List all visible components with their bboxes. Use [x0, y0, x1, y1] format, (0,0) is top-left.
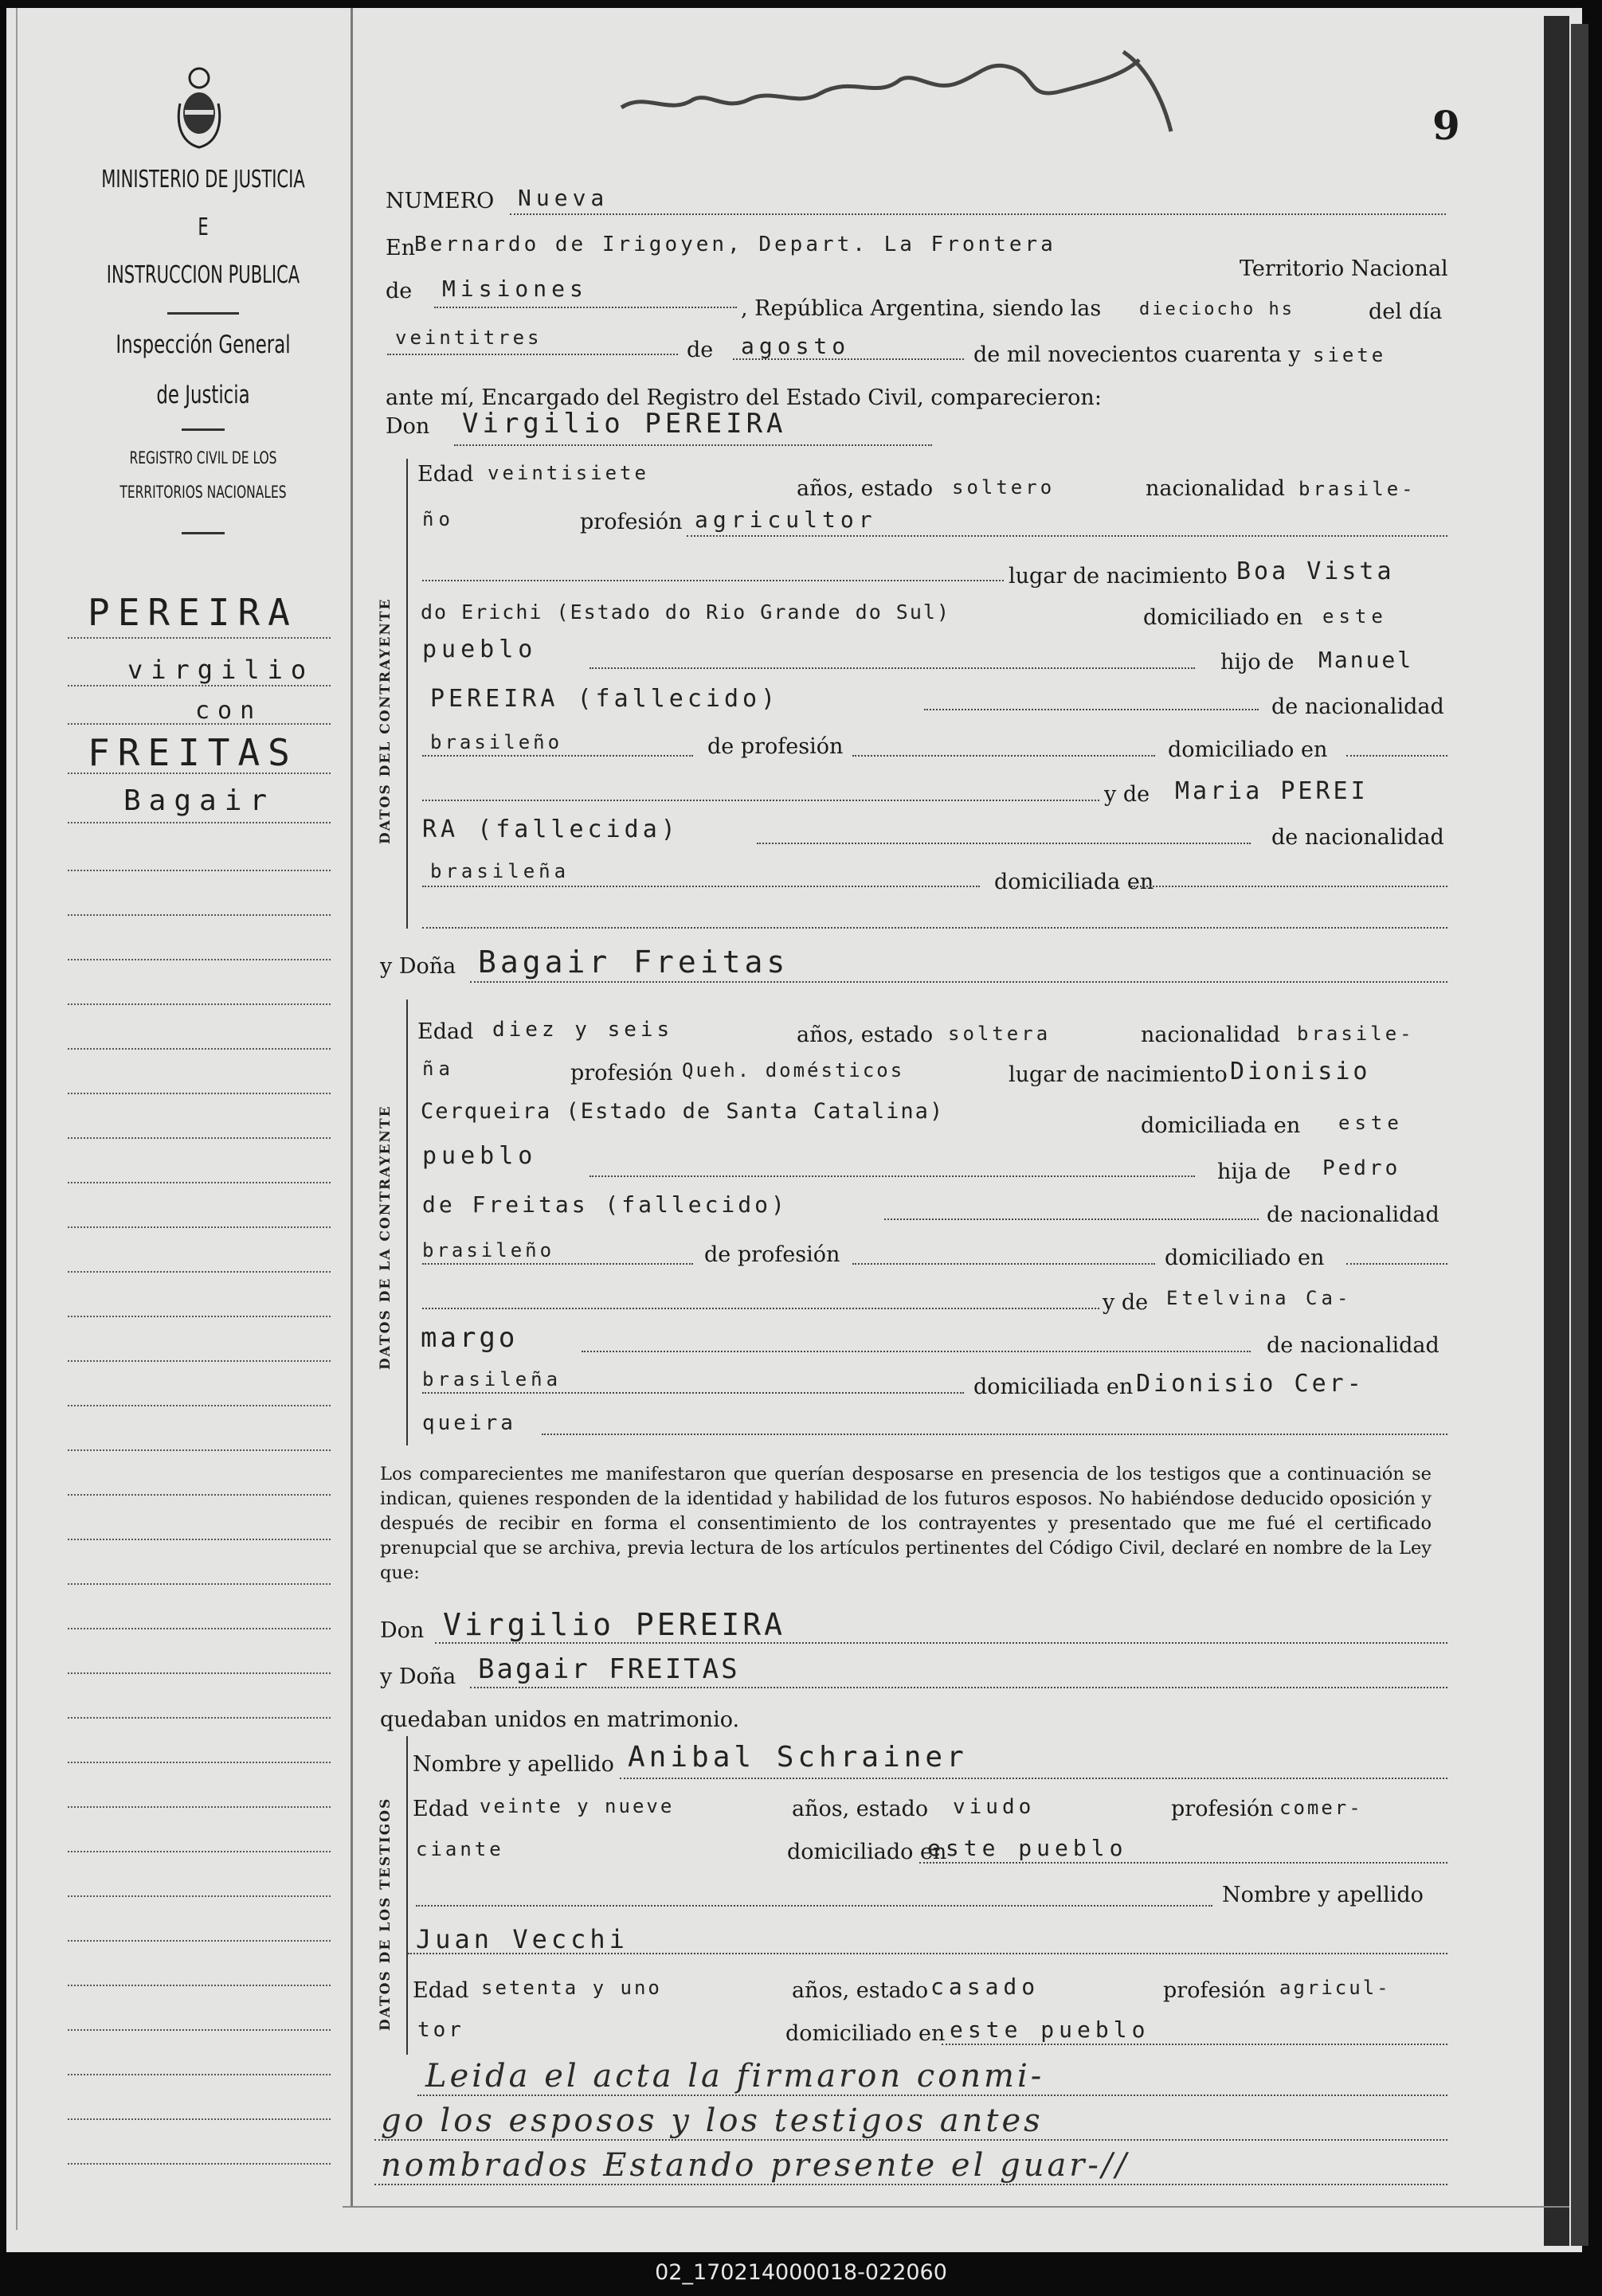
coat-of-arms-icon: [175, 64, 223, 151]
book-edge: [1571, 24, 1588, 2246]
groom-section-label: DATOS DEL CONTRAYENTE: [378, 597, 394, 844]
w2-anios-label: años, estado: [792, 1978, 929, 2003]
republica-label: , República Argentina, siendo las: [741, 296, 1102, 321]
ante-label: ante mí, Encargado del Registro del Estado Civil, comparecieron:: [386, 385, 1102, 410]
dotted-line: [422, 755, 693, 757]
groom-father-nationality: brasileño: [430, 731, 563, 753]
year-value: siete: [1313, 344, 1387, 366]
dotted-line: [422, 1392, 964, 1394]
bride-hija-label: hija de: [1217, 1160, 1291, 1184]
witness2-estado: casado: [930, 1973, 1040, 2000]
groom-mother-nac-label: de nacionalidad: [1271, 825, 1444, 850]
bride-birthplace-2: Cerqueira (Estado de Santa Catalina): [421, 1099, 945, 1124]
dotted-line: [589, 1175, 1195, 1177]
margin-rule: [68, 2163, 331, 2165]
bride-yde-label: y de: [1103, 1290, 1149, 1315]
dotted-line: [374, 2139, 1447, 2141]
rule: [182, 428, 225, 431]
groom-domicile-2: pueblo: [422, 636, 538, 663]
bride-nac-label: nacionalidad: [1141, 1023, 1280, 1047]
groom-name-2: Virgilio PEREIRA: [443, 1607, 786, 1642]
inspection-title: Inspección General: [116, 331, 291, 359]
w1-nombre-label: Nombre y apellido: [413, 1752, 614, 1777]
dotted-line: [589, 667, 1195, 669]
territory-value: Misiones: [442, 276, 588, 302]
groom-edad-label: Edad: [417, 462, 474, 487]
margin-rule: [68, 685, 331, 686]
groom-age: veintisiete: [488, 462, 649, 484]
registry-title-2: TERRITORIOS NACIONALES: [119, 483, 287, 502]
witness1-age: veinte y nueve: [480, 1795, 675, 1817]
hour-value: dieciocho hs: [1139, 299, 1295, 319]
groom-nationality-2: ño: [422, 508, 455, 530]
groom-hijo-label: hijo de: [1220, 650, 1295, 675]
don-label: Don: [386, 414, 430, 439]
dotted-line: [470, 981, 1447, 983]
bride-bracket: [406, 999, 408, 1445]
bride-nationality: brasile-: [1297, 1023, 1415, 1045]
witness1-estado: viudo: [953, 1795, 1036, 1819]
header-signature: [613, 44, 1219, 139]
margin-rule: [68, 1717, 331, 1719]
registry-title: REGISTRO CIVIL DE LOS: [129, 448, 277, 467]
dotted-line: [884, 1218, 1259, 1220]
dotted-line: [852, 755, 1155, 757]
witness-section-label: DATOS DE LOS TESTIGOS: [378, 1797, 394, 2031]
margin-rule: [68, 1539, 331, 1540]
bride-father-nac-label: de nacionalidad: [1267, 1203, 1439, 1227]
ministry-title-2: INSTRUCCION PUBLICA: [106, 261, 300, 289]
groom-father-nac-label: de nacionalidad: [1271, 694, 1444, 719]
groom-father-2: PEREIRA (fallecido): [430, 685, 780, 713]
margin-rule: [68, 773, 331, 774]
month-value: agosto: [741, 333, 851, 359]
bride-mother-nac-label: de nacionalidad: [1267, 1333, 1439, 1358]
dotted-line: [434, 307, 737, 308]
groom-mother-2: RA (fallecida): [422, 816, 680, 843]
dotted-line: [422, 1308, 1099, 1309]
witness2-age: setenta y uno: [481, 1977, 662, 1999]
bride-mother-nationality: brasileña: [422, 1368, 562, 1391]
page-left-edge: [16, 8, 18, 2230]
dotted-line: [757, 843, 1251, 844]
dotted-line: [687, 535, 1447, 537]
groom-prof-label: profesión: [580, 510, 683, 534]
unidos-label: quedaban unidos en matrimonio.: [380, 1707, 740, 1732]
book-spine: [1544, 16, 1569, 2246]
margin-name-2: Bagair: [123, 784, 276, 817]
bride-prof-label: profesión: [570, 1061, 673, 1085]
groom-yde-label: y de: [1104, 782, 1150, 807]
margin-rule: [68, 2118, 331, 2120]
margin-rule: [68, 1494, 331, 1496]
margin-rule: [68, 1851, 331, 1852]
dotted-line: [454, 444, 932, 446]
margin-rule: [68, 637, 331, 639]
margin-rule: [68, 1628, 331, 1629]
dotted-line: [422, 800, 1099, 801]
margin-rule: [68, 1316, 331, 1317]
day-value: veintitres: [395, 327, 542, 349]
dona-label: y Doña: [380, 954, 456, 979]
bride-domicile-2: pueblo: [422, 1142, 538, 1170]
bride-mother: Etelvina Ca-: [1166, 1287, 1353, 1309]
dotted-line: [582, 1351, 1251, 1352]
dotted-line: [422, 1263, 693, 1265]
margin-rule: [68, 2029, 331, 2031]
margin-rule: [68, 2074, 331, 2075]
dotted-line: [417, 2095, 1447, 2096]
bride-section-label: DATOS DE LA CONTRAYENTE: [378, 1105, 394, 1370]
margin-rule: [68, 1405, 331, 1406]
witness2-profession-2: tor: [417, 2018, 464, 2042]
dona2-label: y Doña: [380, 1664, 456, 1689]
bottom-rule: [343, 2206, 1569, 2208]
groom-mother-dom-label: domiciliada en: [994, 870, 1154, 894]
bride-father-dom-label: domiciliado en: [1165, 1246, 1325, 1270]
dotted-line: [733, 358, 964, 360]
groom-father-prof-label: de profesión: [707, 734, 844, 759]
closing-line-1: Leida el acta la firmaron conmi-: [425, 2058, 1045, 2095]
groom-name: Virgilio PEREIRA: [462, 408, 787, 440]
bride-lugar-label: lugar de nacimiento: [1009, 1062, 1228, 1087]
en-label: En: [386, 236, 416, 260]
groom-bracket: [406, 459, 408, 929]
margin-rule: [68, 1360, 331, 1362]
del-dia-label: del día: [1369, 299, 1443, 324]
w2-edad-label: Edad: [413, 1978, 469, 2003]
dotted-line: [470, 1687, 1447, 1688]
groom-dom-label: domiciliado en: [1143, 605, 1303, 630]
w2-nombre-label: Nombre y apellido: [1222, 1883, 1424, 1907]
numero-label: NUMERO: [386, 189, 495, 213]
dotted-line: [416, 1905, 1212, 1907]
witness1-profession-2: ciante: [416, 1838, 504, 1860]
territorio-label: Territorio Nacional: [1240, 256, 1448, 281]
w1-edad-label: Edad: [413, 1797, 469, 1821]
bride-domicile: este: [1338, 1112, 1404, 1134]
dotted-line: [852, 1263, 1155, 1265]
bride-age: diez y seis: [492, 1018, 674, 1042]
witness1-name: Anibal Schrainer: [628, 1741, 968, 1774]
margin-rule: [68, 1449, 331, 1451]
groom-father-dom-label: domiciliado en: [1168, 737, 1328, 762]
de-label: de: [386, 279, 413, 303]
witness2-name: Juan Vecchi: [416, 1924, 629, 1954]
margin-rule: [68, 914, 331, 916]
dotted-line: [924, 709, 1259, 710]
margin-rule: [68, 1003, 331, 1005]
margin-rule: [68, 1985, 331, 1986]
dotted-line: [435, 1642, 1447, 1644]
margin-rule: [68, 1583, 331, 1585]
bride-father-2: de Freitas (fallecido): [422, 1191, 788, 1218]
margin-rule: [68, 822, 331, 823]
page-number: 9: [1432, 102, 1460, 149]
locality-value: Bernardo de Irigoyen, Depart. La Frontera: [414, 233, 1056, 256]
bride-name: Bagair Freitas: [478, 945, 789, 980]
dotted-line: [510, 213, 1446, 215]
bride-father: Pedro: [1322, 1156, 1401, 1180]
margin-rule: [68, 870, 331, 871]
w2-dom-label: domiciliado en: [785, 2021, 946, 2046]
bride-mother-domicile-2: queira: [422, 1411, 516, 1435]
groom-profession: agricultor: [695, 507, 877, 533]
dotted-line: [1131, 886, 1447, 887]
margin-rule: [68, 1226, 331, 1228]
de2-label: de: [687, 338, 714, 362]
margin-rule: [68, 1762, 331, 1763]
bride-estado: soltera: [948, 1023, 1052, 1045]
bride-mother-dom-label: domiciliada en: [973, 1375, 1134, 1399]
w1-anios-label: años, estado: [792, 1797, 929, 1821]
bride-edad-label: Edad: [417, 1019, 474, 1044]
witness-bracket: [406, 1736, 408, 2055]
margin-rule: [68, 1672, 331, 1674]
margin-rule: [68, 723, 331, 725]
dotted-line: [408, 1953, 1447, 1954]
don2-label: Don: [380, 1618, 425, 1643]
groom-domicile: este: [1322, 605, 1388, 628]
dotted-line: [1346, 755, 1447, 757]
margin-rule: [68, 1137, 331, 1139]
margin-rule: [68, 1940, 331, 1942]
groom-birthplace-2: do Erichi (Estado do Rio Grande do Sul): [421, 600, 950, 624]
dotted-line: [1346, 1263, 1447, 1265]
margin-rule: [68, 1895, 331, 1897]
groom-lugar-label: lugar de nacimiento: [1009, 564, 1228, 589]
dotted-line: [374, 2184, 1447, 2185]
ministry-title: MINISTERIO DE JUSTICIA: [101, 166, 305, 194]
groom-anios-label: años, estado: [797, 476, 934, 501]
ministry-conjunction: E: [198, 213, 209, 241]
w2-prof-label: profesión: [1163, 1978, 1266, 2003]
groom-birthplace: Boa Vista: [1236, 557, 1395, 585]
groom-mother: Maria PEREI: [1175, 777, 1369, 805]
witness2-domicile: este pueblo: [950, 2016, 1150, 2043]
w1-dom-label: domiciliado en: [787, 1840, 947, 1864]
margin-con: con: [195, 697, 263, 725]
groom-estado: soltero: [952, 476, 1056, 499]
dotted-line: [919, 1862, 1447, 1864]
dotted-line: [620, 1778, 1447, 1779]
margin-name-1: virgilio: [127, 655, 315, 685]
image-id-caption: 02_170214000018-022060: [655, 2260, 947, 2285]
bride-nationality-2: ña: [422, 1058, 455, 1080]
groom-mother-nationality: brasileña: [430, 860, 570, 882]
margin-rule: [68, 1182, 331, 1183]
w1-prof-label: profesión: [1171, 1797, 1274, 1821]
dotted-line: [542, 1434, 1447, 1435]
witness1-domicile: este pueblo: [927, 1835, 1128, 1861]
margin-rule: [68, 1048, 331, 1050]
dotted-line: [422, 580, 1004, 581]
margin-rule: [68, 959, 331, 960]
witness2-profession: agricul-: [1279, 1977, 1391, 1999]
margin-surname-1: PEREIRA: [88, 591, 298, 634]
dotted-line: [422, 886, 980, 887]
margin-rule: [68, 1806, 331, 1808]
groom-nationality: brasile-: [1298, 478, 1416, 500]
bride-father-prof-label: de profesión: [704, 1242, 840, 1267]
rule: [182, 532, 225, 534]
closing-line-3: nombrados Estando presente el guar-//: [381, 2147, 1130, 2184]
declaration-paragraph: Los comparecientes me manifestaron que querían desposarse en presencia de los testigos que a continuación se indican, quienes responden de la identidad y habilidad de los futuros esposos. No habiéndose deducido oposición y después de recibir en forma el consentimiento de los contrayentes y presentado que me fué el certificado prenupcial que se archiva, previa lectura de los artículos pertinentes del Código Civil, declaré en nombre de la Ley que:: [380, 1464, 1432, 1583]
groom-nac-label: nacionalidad: [1146, 476, 1285, 501]
margin-surname-2: FREITAS: [88, 731, 298, 774]
bride-mother-domicile: Dionisio Cer-: [1136, 1370, 1365, 1398]
dotted-line: [387, 354, 678, 355]
dotted-line: [422, 927, 1447, 929]
bride-name-2: Bagair FREITAS: [478, 1653, 740, 1685]
bride-profession: Queh. domésticos: [682, 1059, 905, 1082]
closing-line-2: go los esposos y los testigos antes: [381, 2102, 1044, 2139]
mil-label: de mil novecientos cuarenta y: [973, 342, 1301, 367]
margin-divider: [351, 8, 353, 2206]
bride-dom-label: domiciliada en: [1141, 1113, 1301, 1138]
bride-father-nationality: brasileño: [422, 1239, 555, 1261]
dotted-line: [942, 2044, 1447, 2045]
numero-value: Nueva: [518, 185, 609, 211]
witness1-profession: comer-: [1279, 1797, 1363, 1819]
bride-mother-2: margo: [421, 1322, 519, 1354]
bride-birthplace: Dionisio: [1230, 1058, 1371, 1085]
inspection-title-2: de Justicia: [156, 381, 250, 409]
groom-father: Manuel: [1318, 647, 1414, 673]
rule: [167, 312, 239, 315]
margin-rule: [68, 1093, 331, 1094]
bride-anios-label: años, estado: [797, 1023, 934, 1047]
margin-rule: [68, 1271, 331, 1273]
